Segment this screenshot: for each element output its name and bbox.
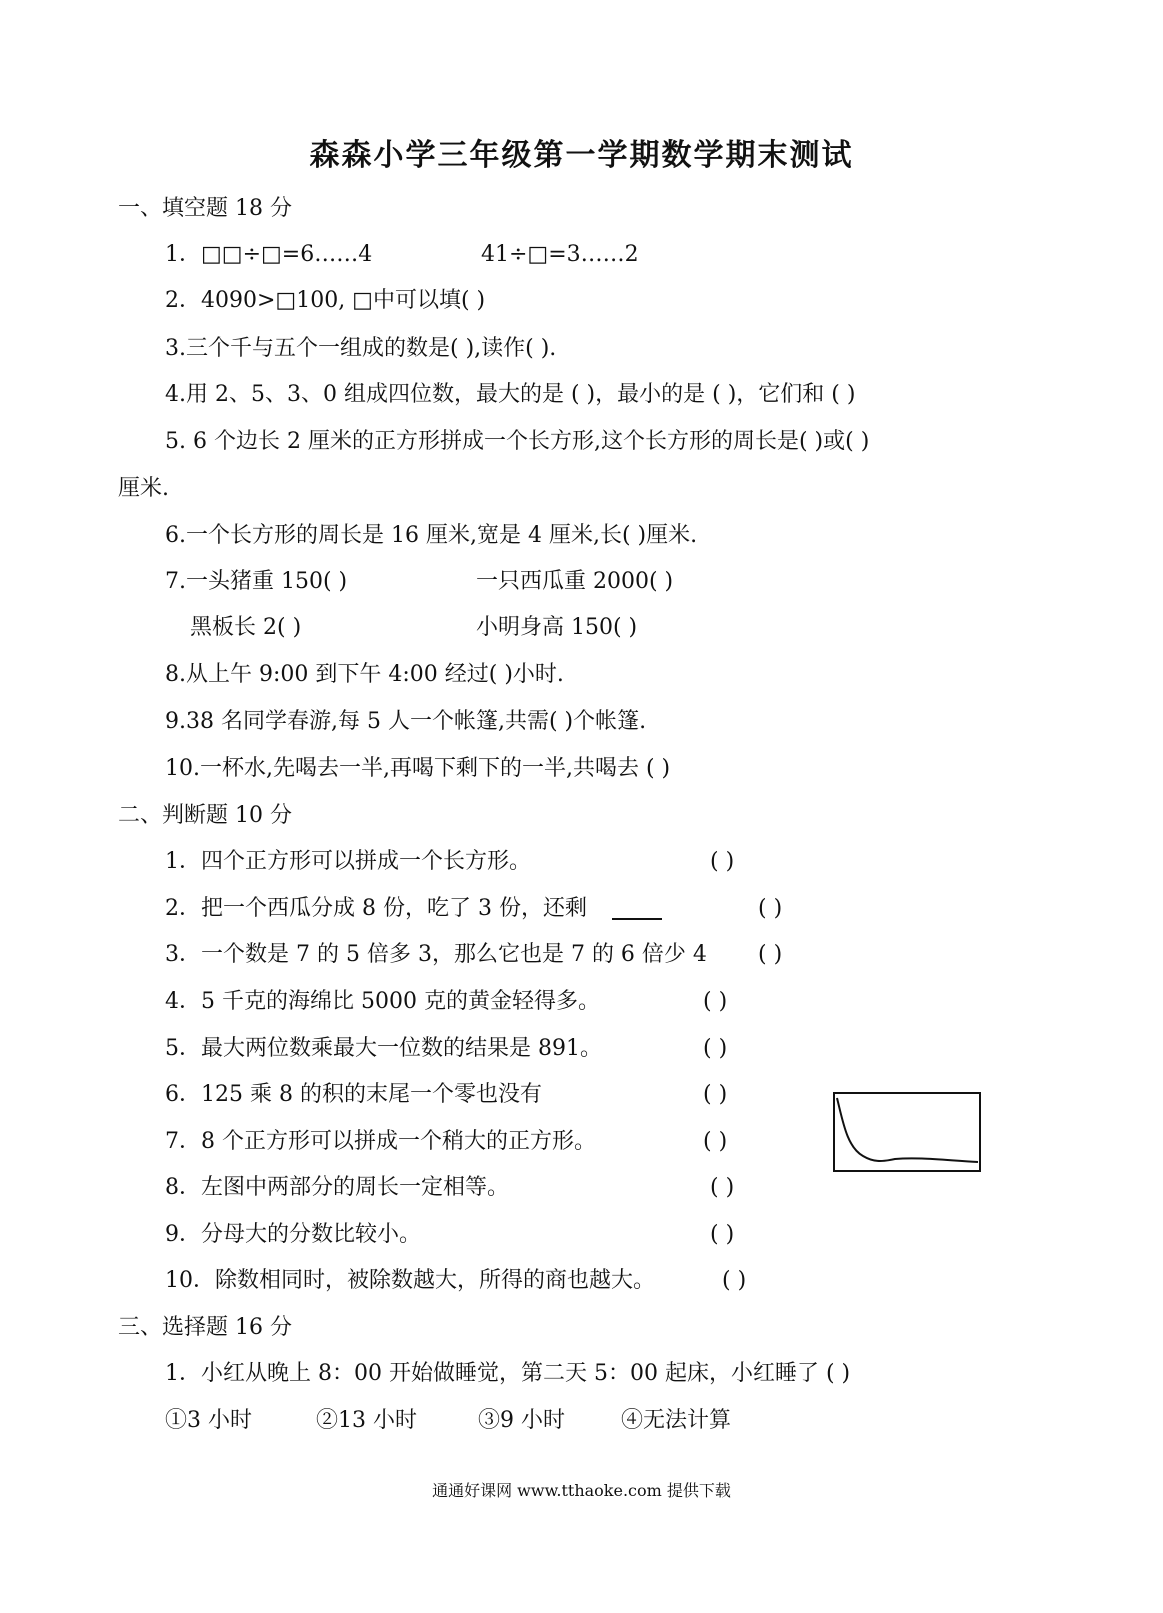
question-10: 10.一杯水,先喝去一半,再喝下剩下的一半,共喝去 ( ) [165, 756, 671, 781]
tf-answer-10: ( ) [722, 1268, 747, 1293]
question-9: 9.38 名同学春游,每 5 人一个帐篷,共需( )个帐篷. [165, 709, 647, 734]
section-heading-fill-in: 一、填空题 18 分 [118, 196, 292, 221]
tf-answer-4: ( ) [703, 989, 728, 1014]
tf-question-8: 8．左图中两部分的周长一定相等。 [165, 1175, 509, 1200]
question-7c: 黑板长 2( ) [190, 615, 302, 640]
section-heading-true-false: 二、判断题 10 分 [118, 803, 292, 828]
section-heading-multiple-choice: 三、选择题 16 分 [118, 1315, 292, 1340]
question-4: 4.用 2、5、3、0 组成四位数，最大的是 ( )，最小的是 ( )，它们和 ( ) [165, 382, 856, 407]
mc-option-1: ①3 小时 [165, 1408, 252, 1433]
question-1a: 1．□□÷□=6……4 [165, 242, 373, 267]
tf-question-4: 4．5 千克的海绵比 5000 克的黄金轻得多。 [165, 989, 600, 1014]
mc-question-1: 1．小红从晚上 8：00 开始做睡觉，第二天 5：00 起床，小红睡了 ( ) [165, 1361, 851, 1386]
tf-question-1: 1．四个正方形可以拼成一个长方形。 [165, 849, 531, 874]
mc-option-4: ④无法计算 [621, 1408, 732, 1433]
tf-answer-9: ( ) [710, 1222, 735, 1247]
page-title: 森森小学三年级第一学期数学期末测试 [309, 138, 854, 173]
mc-option-3: ③9 小时 [478, 1408, 565, 1433]
question-7d: 小明身高 150( ) [476, 615, 638, 640]
question-2: 2．4090>□100, □中可以填( ) [165, 288, 486, 313]
question-5-continuation: 厘米. [118, 476, 169, 501]
footer-credit: 通通好课网 www.tthaoke.com 提供下载 [432, 1481, 731, 1500]
question-6: 6.一个长方形的周长是 16 厘米,宽是 4 厘米,长( )厘米. [165, 523, 698, 548]
tf-question-6: 6．125 乘 8 的积的末尾一个零也没有 [165, 1082, 542, 1107]
divided-rectangle-figure [833, 1092, 983, 1174]
question-7b: 一只西瓜重 2000( ) [476, 569, 674, 594]
tf-question-9: 9．分母大的分数比较小。 [165, 1222, 421, 1247]
tf-answer-6: ( ) [703, 1082, 728, 1107]
question-7a: 7.一头猪重 150( ) [165, 569, 348, 594]
tf-answer-5: ( ) [703, 1036, 728, 1061]
tf-question-2: 2．把一个西瓜分成 8 份，吃了 3 份，还剩 [165, 896, 587, 921]
question-5: 5. 6 个边长 2 厘米的正方形拼成一个长方形,这个长方形的周长是( )或( ) [165, 429, 870, 454]
tf-answer-7: ( ) [703, 1129, 728, 1154]
question-8: 8.从上午 9:00 到下午 4:00 经过( )小时. [165, 662, 564, 687]
tf-question-3: 3．一个数是 7 的 5 倍多 3，那么它也是 7 的 6 倍少 4 [165, 942, 707, 967]
tf-answer-2: ( ) [758, 896, 783, 921]
tf-question-7: 7．8 个正方形可以拼成一个稍大的正方形。 [165, 1129, 596, 1154]
tf-question-5: 5．最大两位数乘最大一位数的结果是 891。 [165, 1036, 602, 1061]
mc-option-2: ②13 小时 [316, 1408, 417, 1433]
tf-question-10: 10．除数相同时，被除数越大，所得的商也越大。 [165, 1268, 655, 1293]
question-3: 3.三个千与五个一组成的数是( ),读作( ). [165, 336, 557, 361]
tf-answer-3: ( ) [758, 942, 783, 967]
answer-blank-line [612, 918, 662, 920]
question-1b: 41÷□=3……2 [481, 242, 639, 267]
figure-dividing-curve [837, 1098, 978, 1162]
tf-answer-8: ( ) [710, 1175, 735, 1200]
tf-answer-1: ( ) [710, 849, 735, 874]
